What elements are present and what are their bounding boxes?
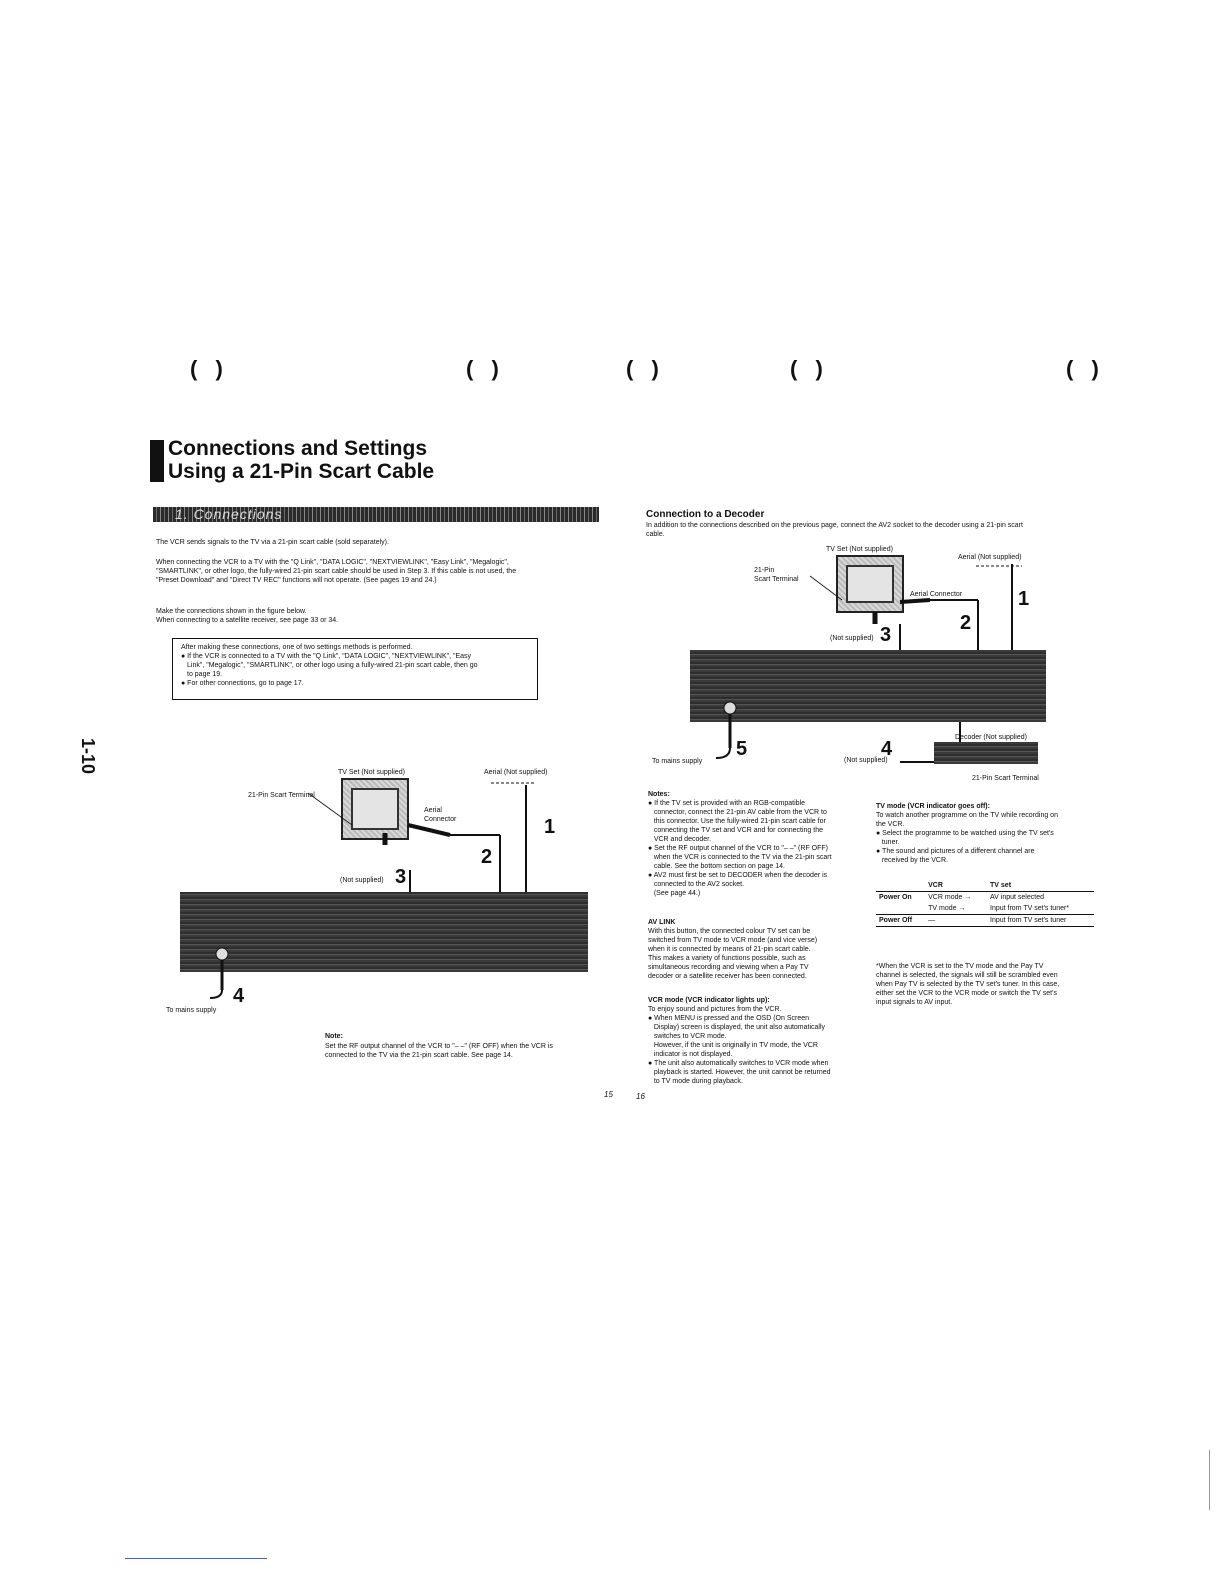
tvmode-line: To watch another programme on the TV while recording on [876,812,1058,819]
vcrmode-line: switches to VCR mode. [648,1033,727,1040]
avlink-line: This makes a variety of functions possible, such as [648,955,806,962]
intro-text: When connecting to a satellite receiver, see page 33 or 34. [156,617,339,624]
table-cell: Power On [879,894,912,901]
table-row [876,903,1094,915]
tvmode-line: ● The sound and pictures of a different channel are [876,848,1035,855]
step-number: 2 [481,846,493,868]
tv-label: TV Set (Not supplied) [338,769,405,776]
avlink-line: simultaneous recording and viewing when a Pay TV [648,964,809,971]
box-line: ● If the VCR is connected to a TV with the "Q Link", "DATA LOGIC", "NEXTVIEWLINK", "Easy [181,653,472,660]
tvmode-text [876,811,1058,865]
notes-title: Notes: [648,791,670,798]
notes-line: (See page 44.) [648,890,701,897]
vcrmode-title: VCR mode (VCR indicator lights up): [648,997,770,1004]
box-line: Link", "Megalogic", "SMARTLINK", or other logo using a fully-wired 21-pin scart cable, then go [187,662,478,669]
side-page-label: 1-10 [78,738,98,775]
notes-line: cable. See the bottom section on page 14. [648,863,785,870]
vcrmode-line: Display) screen is displayed, the unit also automatically [648,1024,826,1031]
avlink-line: when it is connected by means of 21-pin scart cable. [648,946,811,953]
vcrmode-text [648,1005,831,1086]
not-supplied-label: (Not supplied) [844,757,888,764]
table-cell: Input from TV set's tuner [987,915,1094,927]
table-cell: Input from TV set's tuner* [987,903,1094,915]
vcrmode-line: To enjoy sound and pictures from the VCR. [648,1006,782,1013]
tvmode-line: tuner. [876,839,900,846]
scart-terminal-label: 21-Pin Scart Terminal [972,775,1039,782]
box-line: ● For other connections, go to page 17. [181,680,304,687]
footnote-line: either set the VCR to the VCR mode or switch the TV set's [876,990,1057,997]
table-cell: Power Off [876,915,925,927]
edge-mark [1209,1450,1210,1510]
note-text: connected to the TV via the 21-pin scart cable. See page 14. [325,1052,513,1059]
footnote-line: input signals to AV input. [876,999,953,1006]
binder-hole-mark: ( ) [1066,356,1105,381]
intro-text: The VCR sends signals to the TV via a 21-pin scart cable (sold separately). [156,539,389,546]
vcrmode-line: However, if the unit is originally in TV mode, the VCR [648,1042,818,1049]
table-cell: TV mode → [925,903,987,915]
settings-note-box [172,638,538,700]
title-line-2: Using a 21-Pin Scart Cable [168,460,435,483]
not-supplied-label: (Not supplied) [830,635,874,642]
scart-label: 21-Pin [754,567,775,574]
avlink-line: decoder or a satellite receiver has been connected. [648,973,807,980]
notes-list [648,799,832,898]
decoder-image [934,742,1038,764]
table-cell: AV input selected [990,894,1044,901]
binder-hole-mark: ( ) [466,356,505,381]
binder-hole-mark: ( ) [190,356,229,381]
table-header: TV set [987,880,1094,892]
intro-text: When connecting the VCR to a TV with the "Q Link", "DATA LOGIC", "NEXTVIEWLINK", "Easy Link", "Megalogic", [156,559,509,566]
step-number: 3 [395,866,407,888]
scart-label: Scart Terminal [754,576,799,583]
box-line: to page 19. [187,671,223,678]
table-header [876,880,925,892]
note-text: Set the RF output channel of the VCR to "– –" (RF OFF) when the VCR is [325,1043,553,1050]
step-number: 1 [544,816,556,838]
notes-line: VCR and decoder. [648,836,712,843]
step-number: 5 [736,738,748,760]
intro-text: Make the connections shown in the figure below. [156,608,307,615]
title-line-1: Connections and Settings [168,437,428,460]
decoder-section-title: Connection to a Decoder [646,509,765,520]
aerial-connector-label: Aerial Connector [910,591,963,598]
aerial-connector-label: Connector [424,816,457,823]
notes-line: ● If the TV set is provided with an RGB-compatible [648,800,806,807]
notes-line: ● AV2 must first be set to DECODER when the decoder is [648,872,828,879]
note-title: Note: [325,1033,343,1040]
tvmode-line: ● Select the programme to be watched using the TV set's [876,830,1054,837]
step-number: 3 [880,624,892,646]
title-bar-marker [150,440,164,482]
mains-label: To mains supply [166,1007,217,1014]
footnote [876,962,1059,1007]
binder-hole-mark: ( ) [790,356,829,381]
tvmode-line: the VCR. [876,821,905,828]
table-cell: VCR mode → [928,894,972,901]
vcrmode-line: ● When MENU is pressed and the OSD (On Screen [648,1015,810,1022]
binder-hole-mark: ( ) [626,356,665,381]
banner-label: 1. Connections [175,506,283,522]
table-row [876,892,1094,904]
not-supplied-label: (Not supplied) [340,877,384,884]
aerial-connector-label: Aerial [424,807,442,814]
avlink-line: With this button, the connected colour TV set can be [648,928,811,935]
tvmode-title: TV mode (VCR indicator goes off): [876,803,990,810]
vcrmode-line: ● The unit also automatically switches to VCR mode when [648,1060,829,1067]
decoder-text: cable. [646,531,665,538]
notes-line: when the VCR is connected to the TV via the 21-pin scart [648,854,832,861]
notes-line: connecting the TV set and VCR and for connecting the [648,827,823,834]
tvmode-line: received by the VCR. [876,857,948,864]
tv-label: TV Set (Not supplied) [826,546,893,553]
vcrmode-line: indicator is not displayed. [648,1051,733,1058]
mains-label: To mains supply [652,758,703,765]
step-number: 1 [1018,588,1030,610]
table-row [876,915,1094,927]
step-number: 4 [233,985,245,1007]
box-line: After making these connections, one of two settings methods is performed. [181,644,413,651]
vcrmode-line: playback is started. However, the unit cannot be returned [648,1069,831,1076]
avlink-text [648,927,817,981]
footnote-line: *When the VCR is set to the TV mode and the Pay TV [876,963,1044,970]
table-cell: — [925,915,987,927]
decoder-text: In addition to the connections described on the previous page, connect the AV2 socket to the decoder using a 21-pin scart [646,522,1023,529]
aerial-label: Aerial (Not supplied) [958,554,1022,561]
footnote-line: when Pay TV is selected by the TV set's tuner. In this case, [876,981,1060,988]
decoder-label: Decoder (Not supplied) [955,734,1027,741]
mode-table [876,880,1094,927]
footer-rule [125,1558,267,1559]
footnote-line: channel is selected, the signals will still be scrambled even [876,972,1058,979]
vcr-rear-panel-image [180,892,588,972]
page-number-right: 16 [636,1092,645,1101]
section-banner [153,507,599,522]
step-number: 4 [881,738,893,760]
notes-line: this connector. Use the fully-wired 21-pin scart cable for [648,818,826,825]
intro-text: "Preset Download" and "Direct TV REC" functions will not operate. (See pages 19 and 24.) [156,577,437,584]
notes-line: ● Set the RF output channel of the VCR to "– –" (RF OFF) [648,845,828,852]
step-number: 2 [960,612,972,634]
avlink-line: switched from TV mode to VCR mode (and vice verse) [648,937,818,944]
avlink-title: AV LINK [648,919,676,926]
aerial-label: Aerial (Not supplied) [484,769,548,776]
table-header: VCR [925,880,987,892]
vcrmode-line: to TV mode during playback. [648,1078,743,1085]
page-number-left: 15 [604,1090,613,1099]
scart-terminal-label: 21-Pin Scart Terminal [248,792,315,799]
intro-text: "SMARTLINK", or other logo, the fully-wired 21-pin scart cable should be used in Step 3. If this cable is not used, the [156,568,517,575]
notes-line: connected to the AV2 socket. [648,881,744,888]
notes-line: connector, connect the 21-pin AV cable from the VCR to [648,809,827,816]
